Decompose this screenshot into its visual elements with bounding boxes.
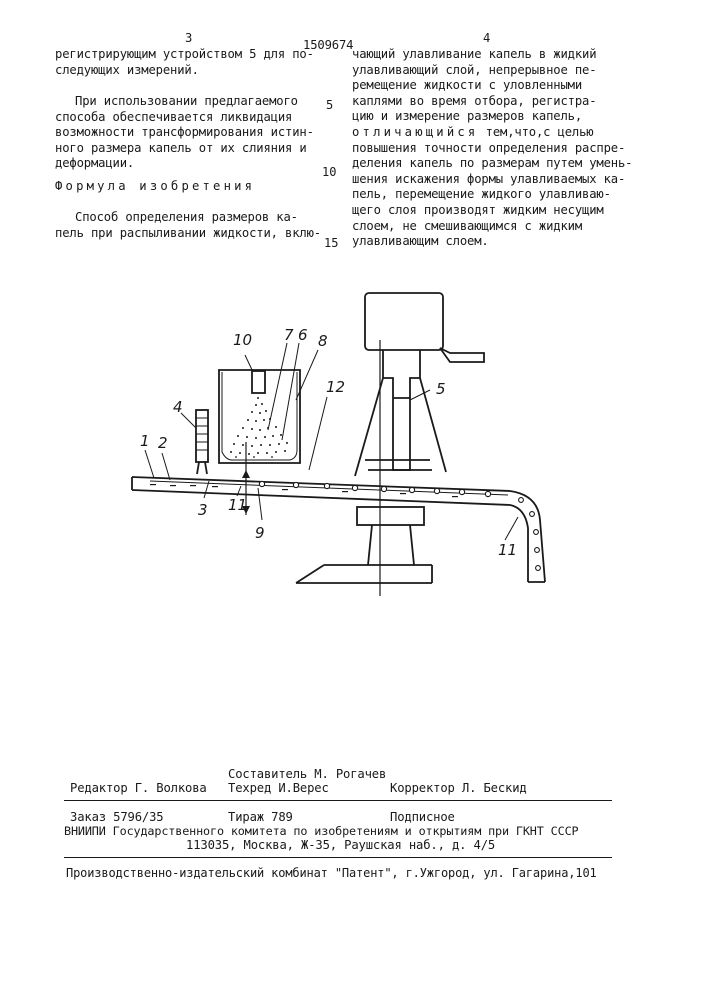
line-number: 5: [326, 98, 334, 112]
address: 113035, Москва, Ж-35, Раушская наб., д. 4/5: [186, 838, 496, 852]
right-text-line: слоем, не смешивающимся с жидким: [352, 218, 582, 233]
right-text-line: ремещение жидкости с уловленными: [352, 78, 582, 93]
left-text-line: ного размера капель от их слияния и: [55, 140, 307, 155]
line-number: 15: [324, 236, 339, 250]
optic-tube: [383, 350, 420, 470]
line-number: 10: [322, 165, 337, 179]
left-text-line: При использовании предлагаемого: [75, 94, 298, 108]
figure-label: 5: [436, 380, 446, 398]
figure-label: 1: [140, 432, 150, 450]
right-text-line: улавливающим слоем.: [352, 234, 489, 249]
figure-label: 11: [228, 496, 248, 514]
figure-label: 2: [158, 434, 168, 452]
nozzle: [252, 371, 265, 393]
right-text-line: цию и измерение размеров капель,: [352, 109, 582, 124]
stand-base: [296, 565, 324, 583]
right-text-line: пель, перемещение жидкого улавливаю-: [352, 187, 611, 202]
compiler: Составитель М. Рогачев: [228, 767, 387, 781]
spray-particles: [230, 397, 288, 458]
distinguishing-word: отличающийся: [352, 124, 479, 139]
left-text-line: деформации.: [55, 156, 135, 171]
publisher: Производственно-издательский комбинат "Патент", г.Ужгород, ул. Гагарина,101: [66, 866, 597, 880]
left-text-line: пель при распыливании жидкости, вклю-: [55, 225, 321, 240]
figure-label: 12: [326, 378, 346, 396]
editor: Редактор Г. Волкова: [70, 781, 207, 795]
camera-handle: [440, 348, 484, 362]
right-text-line: улавливающий слой, непрерывное пе-: [352, 62, 597, 77]
spray-chamber: [219, 370, 300, 463]
corrector: Корректор Л. Бескид: [390, 781, 527, 795]
injector-tip: [197, 462, 207, 474]
channel-bottom: [132, 490, 528, 582]
right-text-line: каплями во время отбора, регистра-: [352, 93, 597, 108]
figure-label: 7: [284, 326, 294, 344]
order: Заказ 5796/35: [70, 810, 164, 824]
org-line: ВНИИПИ Государственного комитета по изобретениям и открытиям при ГКНТ СССР: [64, 824, 579, 838]
figure-label: 8: [318, 332, 328, 350]
divider: [64, 857, 612, 858]
figure-label: 3: [198, 501, 208, 519]
formula-heading: Формула изобретения: [55, 179, 256, 193]
figure-label: 10: [233, 331, 253, 349]
left-text-line: Способ определения размеров ка-: [75, 210, 298, 224]
circulation: Тираж 789: [228, 810, 293, 824]
left-page-number: 3: [185, 31, 193, 45]
stand-column: [368, 525, 414, 565]
subscription: Подписное: [390, 810, 455, 824]
right-text-line: деления капель по размерам путем умень-: [352, 156, 633, 171]
stand-block: [357, 507, 424, 525]
right-text-line: повышения точности определения распре-: [352, 140, 626, 155]
left-text-line: способа обеспечивается ликвидация: [55, 109, 293, 124]
figure-label: 11: [498, 541, 518, 559]
divider: [64, 800, 612, 801]
right-text-line: чающий улавливание капель в жидкий: [352, 47, 597, 61]
distinguishing-rest: тем,что,с целью: [485, 124, 594, 139]
right-text-line: шения искажения формы улавливаемых ка-: [352, 171, 626, 186]
left-text-line: регистрирующим устройством 5 для по-: [55, 47, 314, 61]
techred: Техред И.Верес: [228, 781, 329, 795]
left-text-line: следующих измерений.: [55, 62, 199, 77]
camera-body: [365, 293, 443, 350]
right-text-line: щего слоя производят жидким несущим: [352, 202, 604, 217]
figure-label: 6: [298, 326, 308, 344]
figure-label: 4: [173, 398, 183, 416]
patent-number: 1509674: [303, 38, 354, 52]
left-text-line: возможности трансформирования истин-: [55, 125, 314, 140]
support-leg: [355, 378, 383, 476]
right-page-number: 4: [483, 31, 491, 45]
figure-label: 9: [255, 524, 265, 542]
